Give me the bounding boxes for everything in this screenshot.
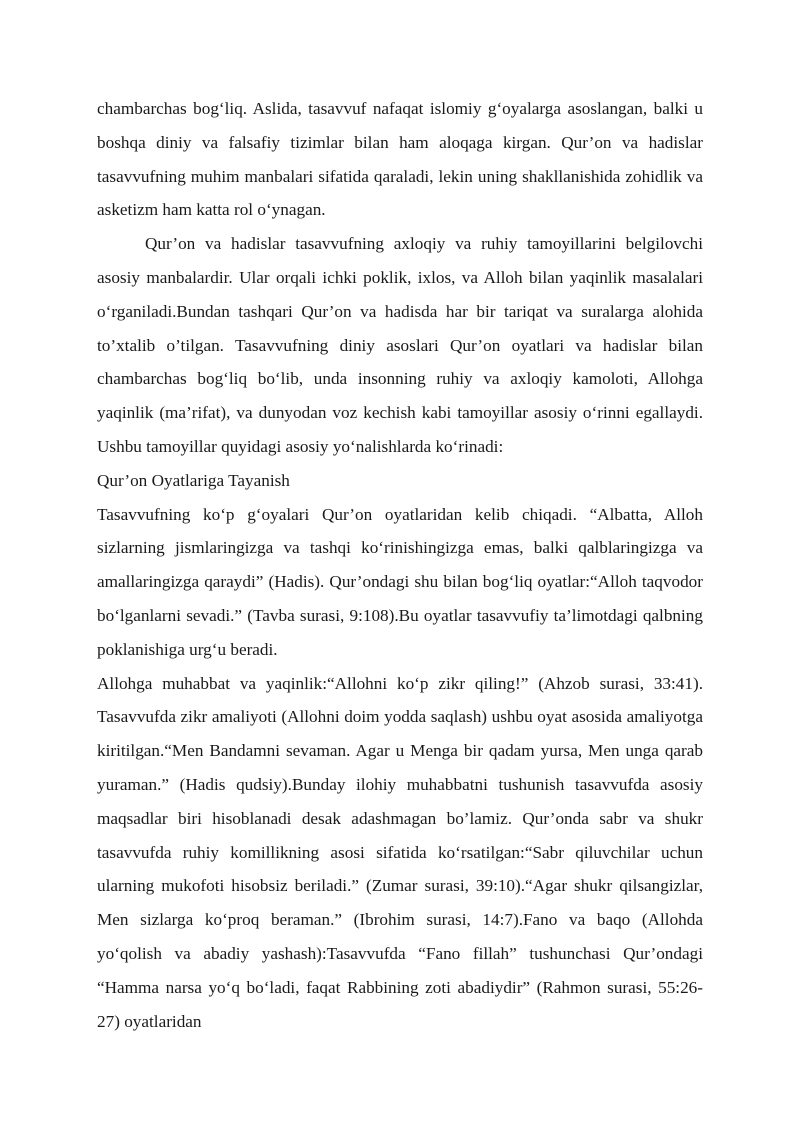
paragraph-continuation: chambarchas bog‘liq. Aslida, tasavvuf nafaqat islomiy g‘oyalarga asoslangan, balki u boshqa diniy va falsafiy tizimlar bilan ham aloqaga kirgan. Qur’on va hadislar tasavvufning muhim manbalari sifatida qaraladi, lekin uning shakllanishida zohidlik va asketizm ham katta rol o‘ynagan. [97,99,703,220]
paragraph-love-closeness: Allohga muhabbat va yaqinlik:“Allohni ko‘p zikr qiling!” (Ahzob surasi, 33:41). Tasavvufda zikr amaliyoti (Allohni doim yodda saqlash) ushbu oyat asosida amaliyotga kiritilgan.“Men Bandamni sevaman. Agar u Menga bir qadam yursa, Men unga qarab yuraman.” (Hadis qudsiy).Bunday ilohiy muhabbatni tushunish tasavvufda asosiy maqsadlar biri hisoblanadi desak adashmagan bo’lamiz. Qur’onda sabr va shukr tasavvufda ruhiy komillikning asosi sifatida ko‘rsatilgan:“Sabr qiluvchilar uchun ularning mukofoti hisobsiz beriladi.” (Zumar surasi, 39:10).“Agar shukr qilsangizlar, Men sizlarga ko‘proq beraman.” (Ibrohim surasi, 14:7).Fano va baqo (Allohda yo‘qolish va abadiy yashash):Tasavvufda “Fano fillah” tushunchasi Qur’ondagi “Hamma narsa yo‘q bo‘ladi, faqat Rabbining zoti abadiydir” (Rahmon surasi, 55:26-27) oyatlaridan [97,673,703,1031]
section-heading: Qur’on Oyatlariga Tayanish [97,470,290,490]
document-page [97,92,703,1038]
paragraph-quran-ideas: Tasavvufning ko‘p g‘oyalari Qur’on oyatlaridan kelib chiqadi. “Albatta, Alloh sizlarning jismlaringizga va tashqi ko‘rinishingizga emas, balki qalblaringizga va amallaringizga qaraydi” (Hadis). Qur’ondagi shu bilan bog‘liq oyatlar:“Alloh taqvodor bo‘lganlarni sevadi.” (Tavba surasi, 9:108).Bu oyatlar tasavvufiy ta’limotdagi qalbning poklanishiga urg‘u beradi. [97,504,703,659]
paragraph-sources: Qur’on va hadislar tasavvufning axloqiy va ruhiy tamoyillarini belgilovchi asosiy manbalardir. Ular orqali ichki poklik, ixlos, va Alloh bilan yaqinlik masalalari o‘rganiladi.Bundan tashqari Qur’on va hadisda har bir tariqat va suralarga alohida to’xtalib o’tilgan. Tasavvufning diniy asoslari Qur’on oyatlari va hadislar bilan chambarchas bog‘liq bo‘lib, unda insonning ruhiy va axloqiy kamoloti, Allohga yaqinlik (ma’rifat), va dunyodan voz kechish kabi tamoyillar asosiy o‘rinni egallaydi. Ushbu tamoyillar quyidagi asosiy yo‘nalishlarda ko‘rinadi: [97,234,703,456]
